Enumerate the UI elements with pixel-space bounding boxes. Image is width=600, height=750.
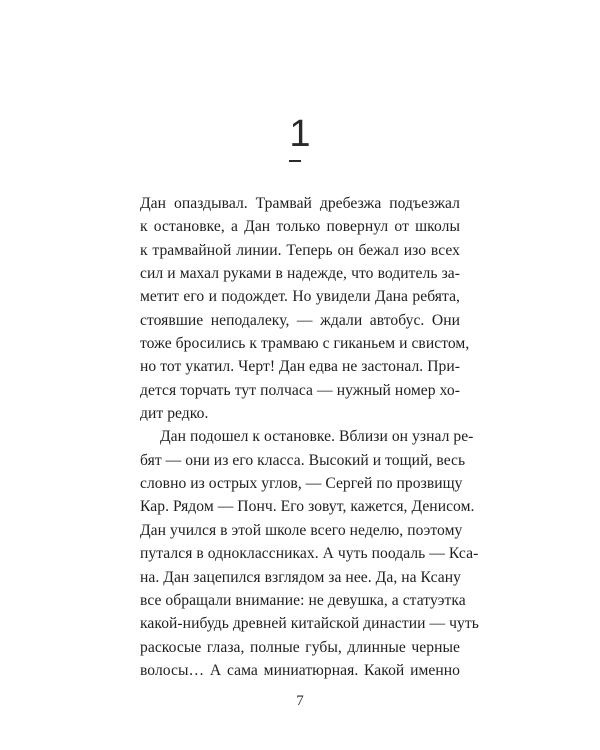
text-line: дит редко. xyxy=(140,405,209,423)
text-line: но тот укатил. Черт! Дан едва не застонал. При- xyxy=(140,358,460,376)
text-line: путался в одноклассниках. А чуть поодаль — Кса- xyxy=(140,545,479,563)
text-line: Дан подошел к остановке. Вблизи он узнал ре- xyxy=(160,428,474,446)
text-line: волосы… А сама миниатюрная. Какой именно xyxy=(140,661,460,679)
text-line: словно из острых углов, — Сергей по прозвищу xyxy=(140,475,463,493)
text-line: метит его и подождет. Но увидели Дана ребята, xyxy=(140,288,460,306)
text-line: на. Дан зацепился взглядом за нее. Да, на Ксану xyxy=(140,568,461,586)
page-number: 7 xyxy=(296,693,304,709)
text-line: к трамвайной линии. Теперь он бежал изо всех xyxy=(140,241,460,259)
text-line: стоявшие неподалеку, — ждали автобус. Они xyxy=(140,311,460,329)
text-line: дется торчать тут полчаса — нужный номер хо- xyxy=(140,381,460,399)
chapter-text xyxy=(140,192,479,682)
text-line: сил и махал руками в надежде, что водитель за- xyxy=(140,265,460,283)
text-line: все обращали внимание: не девушка, а статуэтка xyxy=(140,591,466,609)
text-line: к остановке, а Дан только повернул от школы xyxy=(140,218,460,236)
text-line: бят — они из его класса. Высокий и тощий, весь xyxy=(140,451,466,469)
text-line: Дан опаздывал. Трамвай дребезжа подъезжал xyxy=(140,195,460,212)
text-line: какой-нибудь древней китайской династии — чуть xyxy=(140,615,479,633)
text-line: Дан учился в этой школе всего неделю, поэтому xyxy=(140,521,463,539)
chapter-divider xyxy=(289,160,301,162)
text-line: раскосые глаза, полные губы, длинные черные xyxy=(140,638,460,656)
text-line: Кар. Рядом — Понч. Его зовут, кажется, Денисом. xyxy=(140,498,475,516)
chapter-number: 1 xyxy=(289,113,311,155)
text-line: тоже бросились к трамваю с гиканьем и свистом, xyxy=(140,335,470,353)
